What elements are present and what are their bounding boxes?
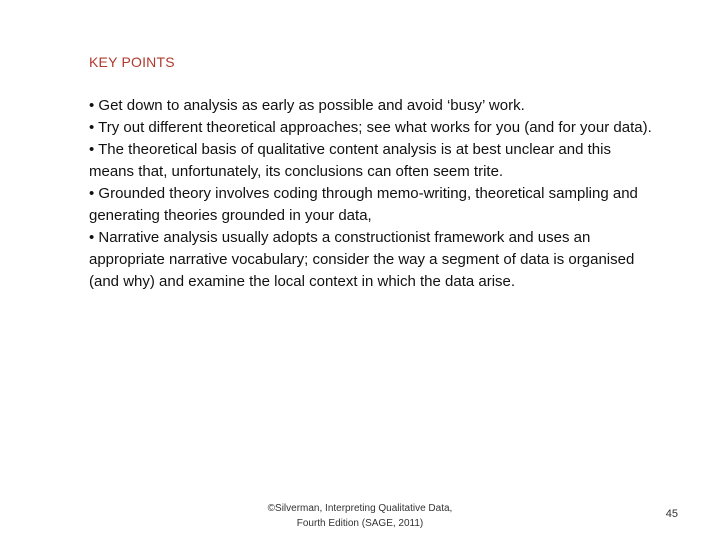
key-point: • Try out different theoretical approaches; see what works for you (and for your data).: [89, 119, 652, 136]
citation-line: Fourth Edition (SAGE, 2011): [296, 518, 424, 529]
slide-heading: KEY POINTS: [89, 54, 175, 70]
key-point: • Narrative analysis usually adopts a constructionist framework and uses an appropriate narrative vocabulary; consider the way a segment of data is organised (and why) and examine the local context in which the data arise.: [89, 229, 635, 290]
key-point: • Grounded theory involves coding through memo-writing, theoretical sampling and generating theories grounded in your data,: [89, 185, 638, 224]
page-number: 45: [665, 508, 678, 520]
citation-line: ©Silverman, Interpreting Qualitative Data,: [267, 503, 453, 514]
key-point: • The theoretical basis of qualitative content analysis is at best unclear and this means that, unfortunately, its conclusions can often seem trite.: [89, 141, 611, 180]
key-points-list: [89, 95, 654, 293]
citation-footer: [240, 501, 480, 531]
key-point: • Get down to analysis as early as possible and avoid ‘busy’ work.: [89, 97, 525, 114]
